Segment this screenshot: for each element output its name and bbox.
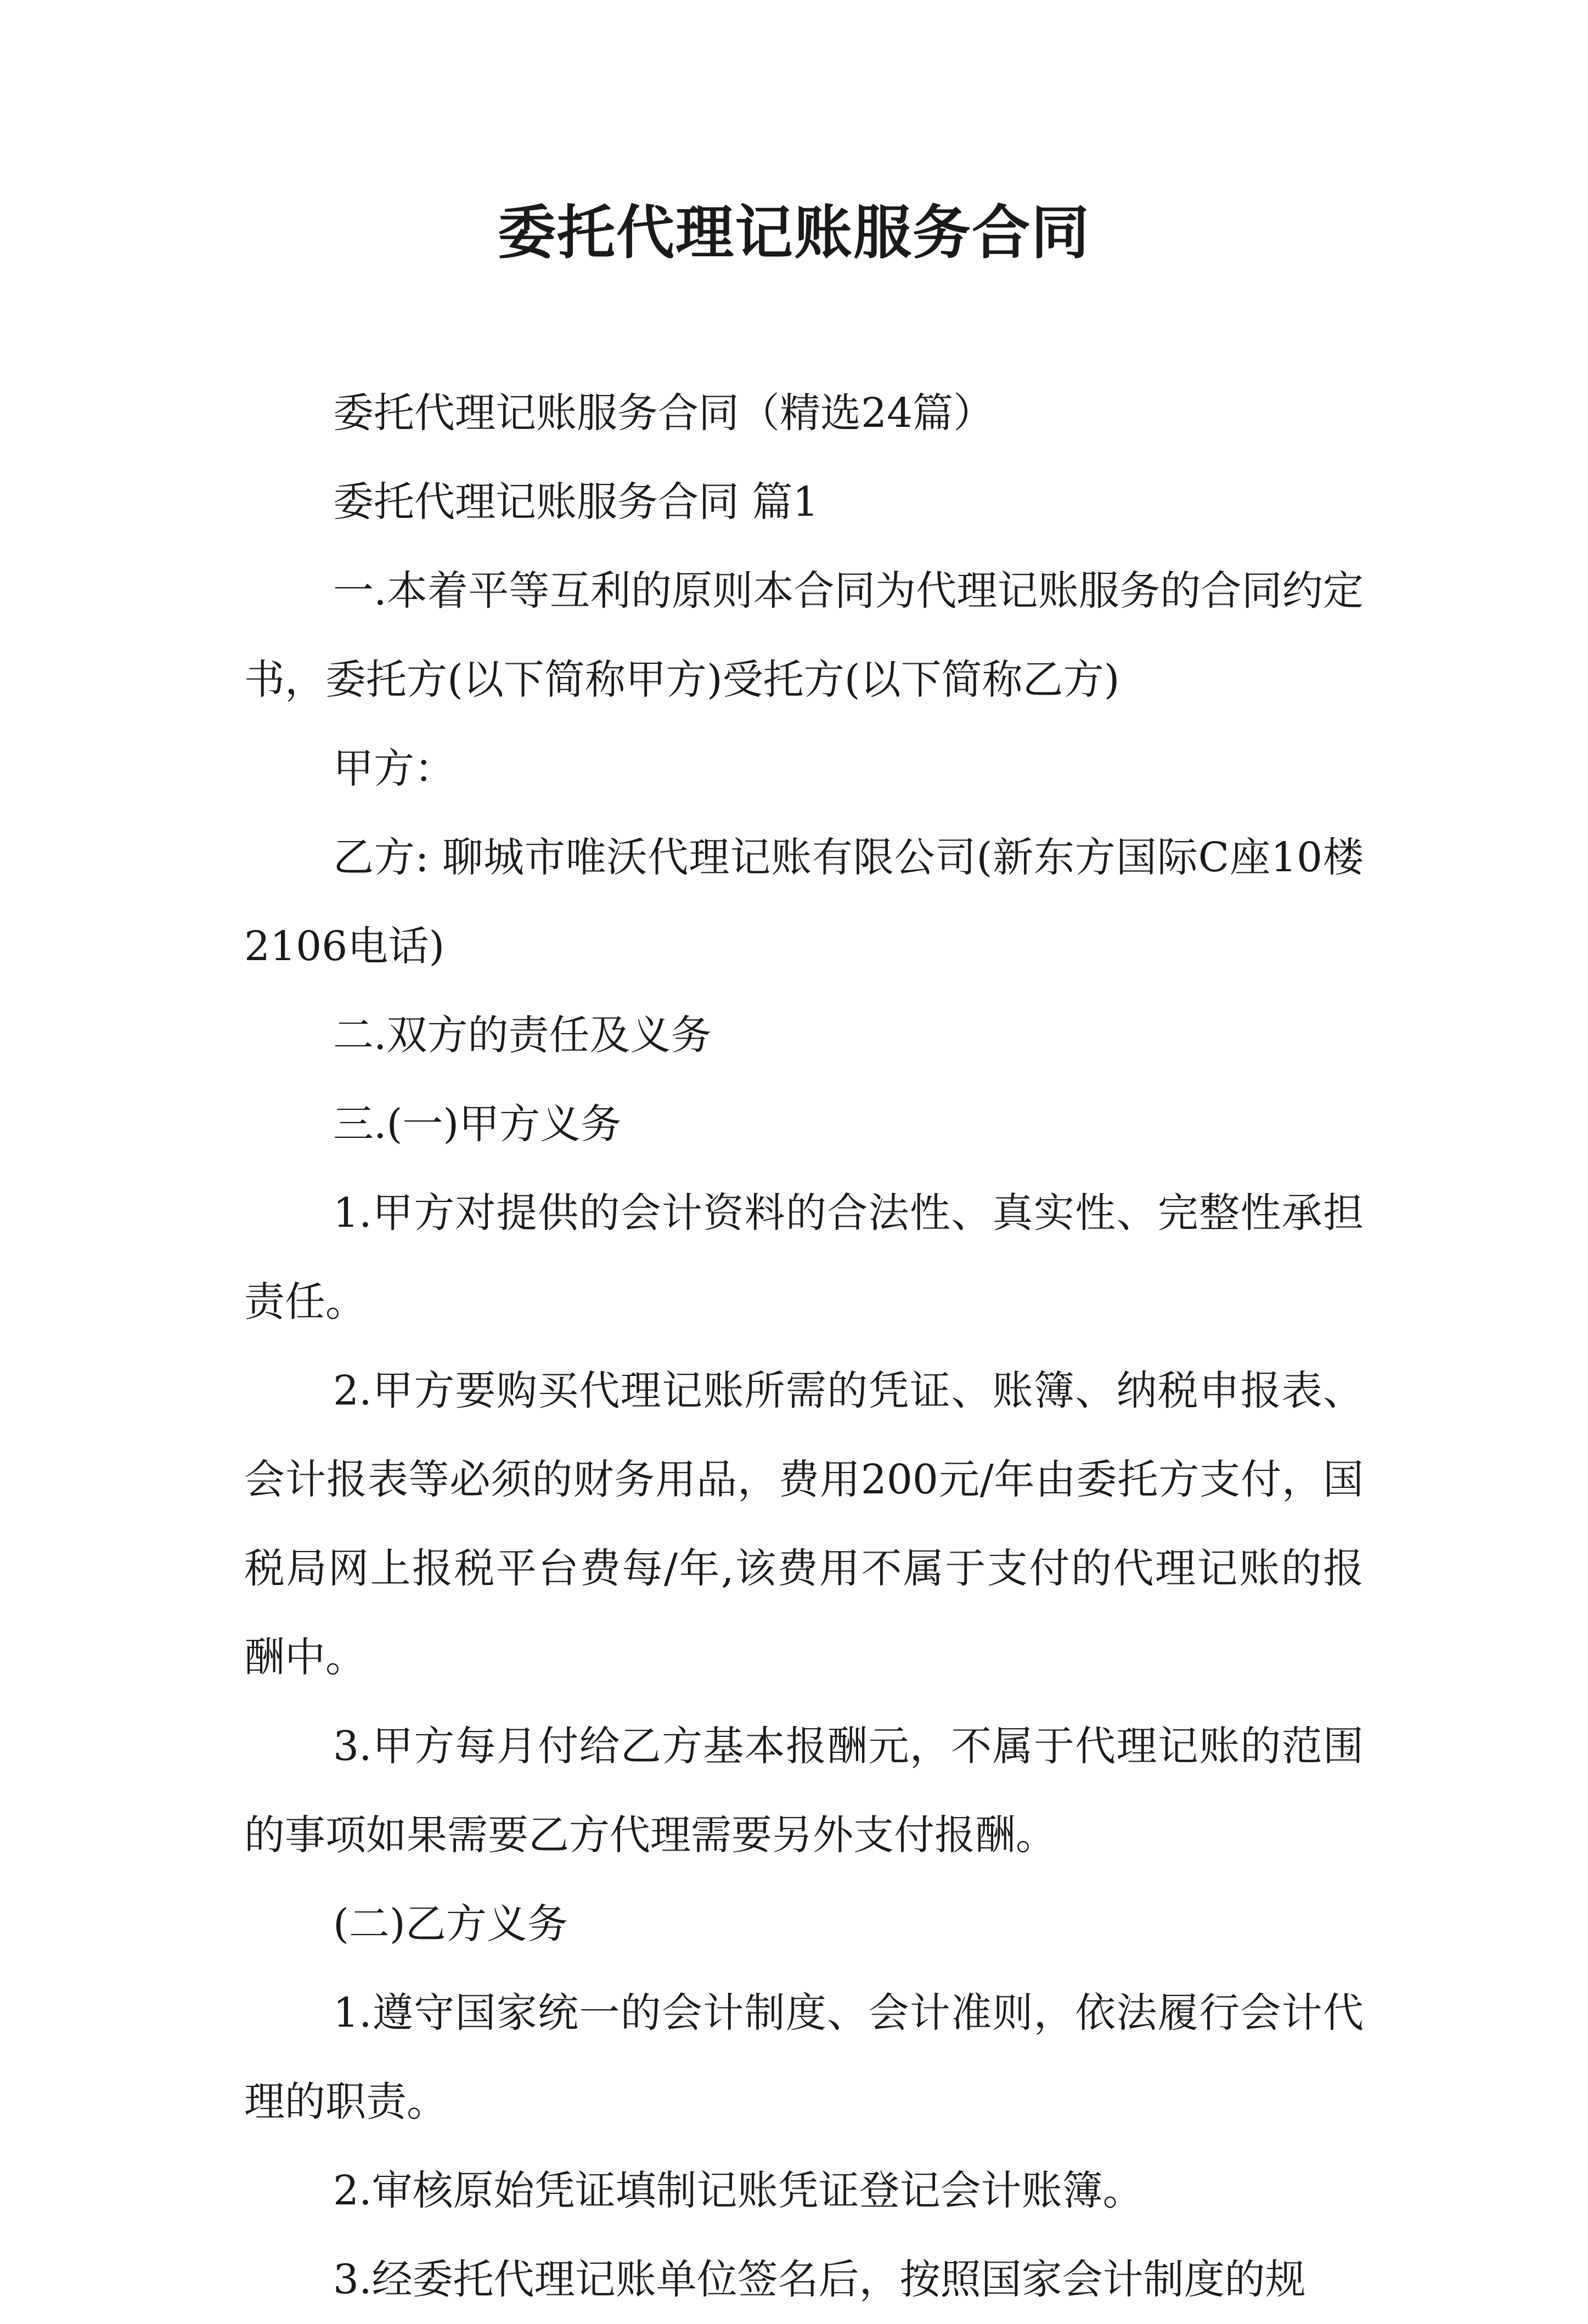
paragraph: 1.遵守国家统一的会计制度、会计准则，依法履行会计代理的职责。 xyxy=(244,1989,1364,2125)
paragraph: 2.甲方要购买代理记账所需的凭证、账簿、纳税申报表、会计报表等必须的财务用品，费用200元/年由委托方支付，国税局网上报税平台费每/年,该费用不属于支付的代理记账的报酬中。 xyxy=(244,1367,1364,1681)
document-title: 委托代理记账服务合同 xyxy=(498,199,1090,267)
paragraph: 一.本着平等互利的原则本合同为代理记账服务的合同约定书，委托方(以下简称甲方)受托方(以下简称乙方) xyxy=(244,567,1364,703)
paragraph-section-heading: 二.双方的责任及义务 xyxy=(333,1012,712,1059)
paragraph-subtitle: 委托代理记账服务合同（精选24篇） xyxy=(333,390,994,437)
paragraph: 3.经委托代理记账单位签名后，按照国家会计制度的规 xyxy=(333,2256,1306,2303)
paragraph-section-heading: (二)乙方义务 xyxy=(333,1900,568,1948)
paragraph-party-a: 甲方： xyxy=(333,745,455,792)
document-body xyxy=(244,369,1364,2324)
paragraph-section-heading: 三.(一)甲方义务 xyxy=(333,1101,622,1148)
paragraph-party-b: 乙方: 聊城市唯沃代理记账有限公司(新东方国际C座10楼2106电话) xyxy=(244,834,1364,970)
paragraph: 3.甲方每月付给乙方基本报酬元，不属于代理记账的范围的事项如果需要乙方代理需要另外支付报酬。 xyxy=(244,1723,1364,1859)
paragraph: 1.甲方对提供的会计资料的合法性、真实性、完整性承担责任。 xyxy=(244,1189,1364,1325)
paragraph-article-heading: 委托代理记账服务合同 篇1 xyxy=(333,478,819,526)
paragraph: 2.审核原始凭证填制记账凭证登记会计账簿。 xyxy=(333,2167,1144,2214)
